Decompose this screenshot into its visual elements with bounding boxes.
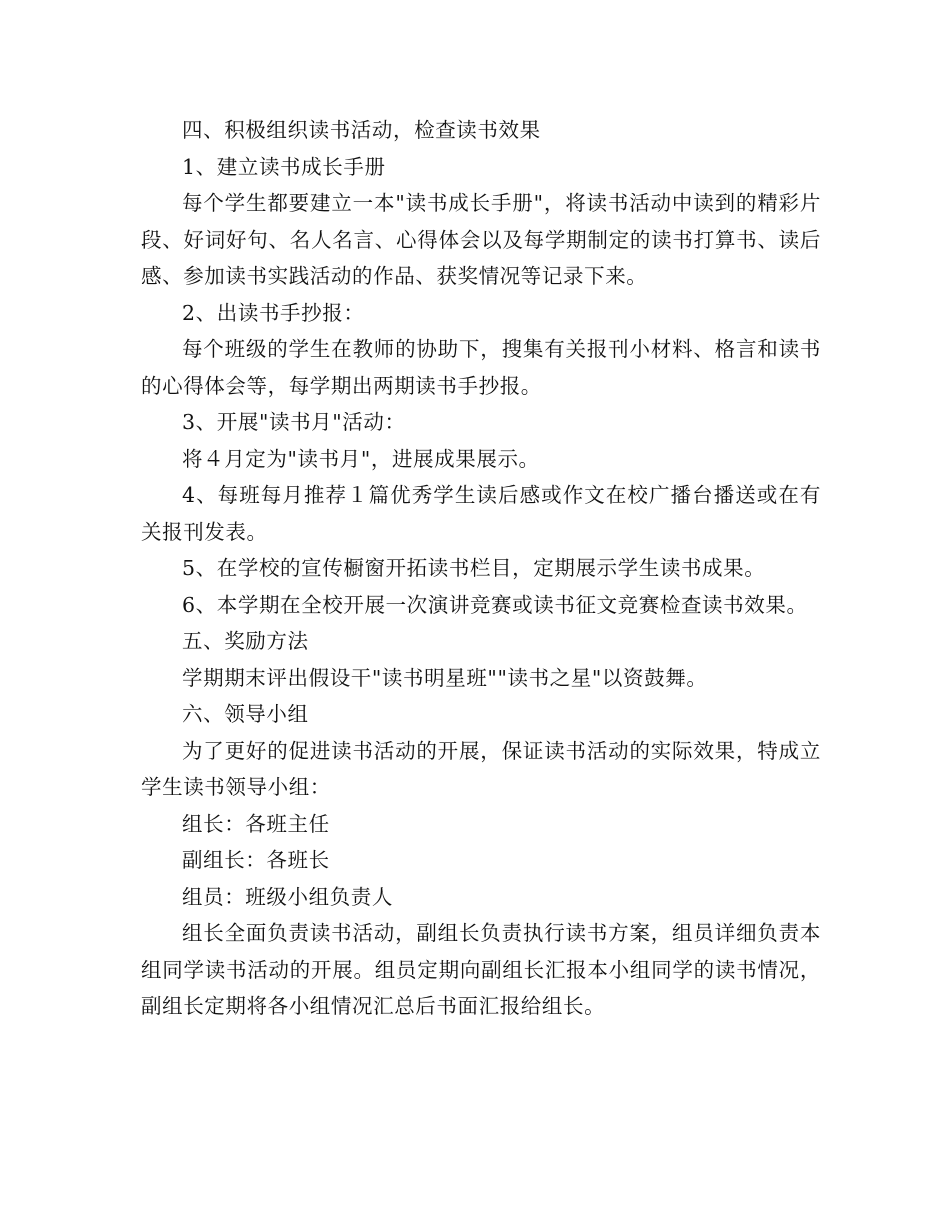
item-heading-reading-month: 3、开展"读书月"活动： [182,410,406,434]
paragraph-growth-handbook: 每个学生都要建立一本"读书成长手册"，将读书活动中读到的精彩片段、好词好句、名人名言、心得体会以及每学期制定的读书打算书、读后感、参加读书实践活动的作品、获奖情况等记录下来。 [141,191,821,288]
item-display-window: 5、在学校的宣传橱窗开拓读书栏目，定期展示学生读书成果。 [182,556,766,580]
line-members: 组员：班级小组负责人 [182,884,393,909]
section-heading-rewards: 五、奖励方法 [182,629,309,653]
item-recommend-essays: 4、每班每月推荐１篇优秀学生读后感或作文在校广播台播送或在有关报刊发表。 [141,483,821,544]
item-speech-contest: 6、本学期在全校开展一次演讲竞赛或读书征文竞赛检查读书效果。 [182,592,808,617]
paragraph-handwritten-newspaper: 每个班级的学生在教师的协助下，搜集有关报刊小材料、格言和读书的心得体会等，每学期出两期读书手抄报。 [141,337,821,398]
paragraph-reading-month: 将４月定为"读书月"，进展成果展示。 [182,446,540,471]
paragraph-rewards: 学期期末评出假设干"读书明星班""读书之星"以资鼓舞。 [182,665,708,690]
paragraph-leadership-intro: 为了更好的促进读书活动的开展，保证读书活动的实际效果，特成立学生读书领导小组： [141,738,821,799]
item-heading-growth-handbook: 1、建立读书成长手册 [182,154,386,179]
item-heading-handwritten-newspaper: 2、出读书手抄报： [182,300,365,325]
section-heading-activities: 四、积极组织读书活动，检查读书效果 [182,118,541,142]
document-body [141,112,821,1025]
paragraph-responsibilities: 组长全面负责读书活动，副组长负责执行读书方案，组员详细负责本组同学读书活动的开展。组员定期向副组长汇报本小组同学的读书情况，副组长定期将各小组情况汇总后书面汇报给组长。 [141,921,821,1018]
line-deputy-leader: 副组长：各班长 [182,848,330,872]
section-heading-leadership: 六、领导小组 [182,702,309,726]
line-group-leader: 组长：各班主任 [182,811,330,836]
